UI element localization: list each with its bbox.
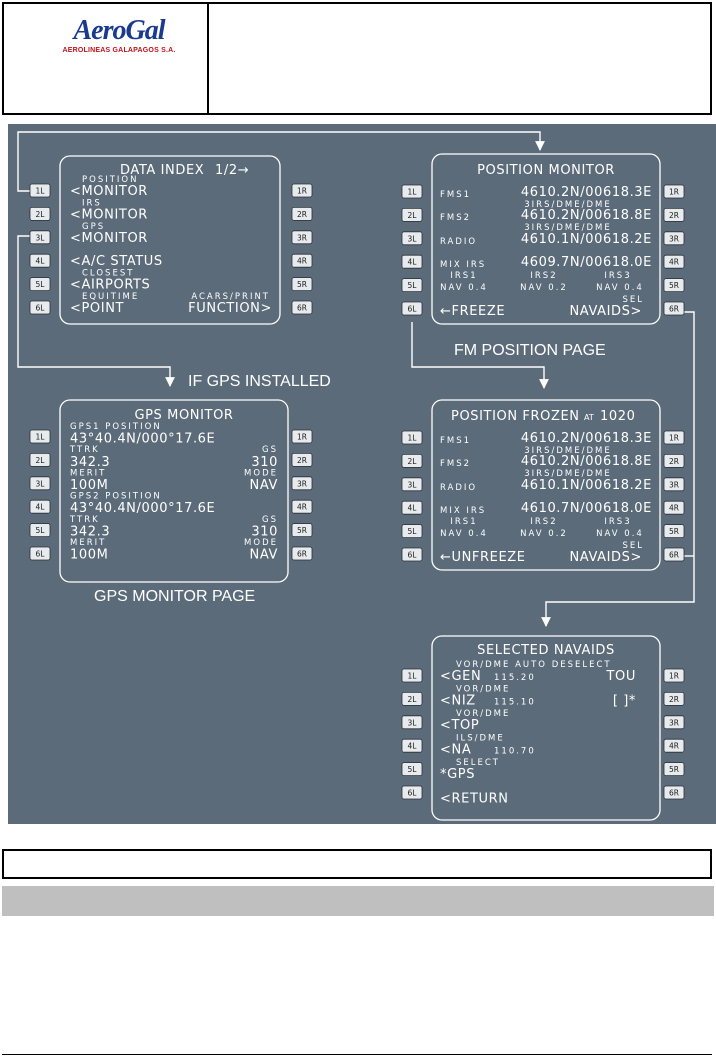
lsk-4r[interactable]: [292, 254, 312, 267]
lsk-label: 3R: [669, 234, 679, 244]
gps-value: 342.3: [70, 524, 111, 540]
position-monitor-title: POSITION MONITOR: [477, 163, 615, 178]
lsk-label: 3L: [407, 718, 417, 728]
gps-value: 100M: [70, 478, 109, 493]
position-label: MIX IRS: [440, 260, 487, 270]
position-value: 4610.2N/00618.3E: [520, 431, 652, 446]
lsk-label: 5L: [407, 527, 417, 537]
lsk-label: 4R: [297, 502, 307, 512]
position-label: FMS1: [440, 436, 472, 446]
navaids-prompt[interactable]: NAVAIDS>: [569, 550, 642, 565]
lsk-6r[interactable]: [292, 547, 312, 560]
lsk-label: 3L: [407, 234, 417, 244]
lsk-2r[interactable]: [292, 207, 312, 220]
lsk-label: 2R: [669, 694, 679, 704]
lsk-1r[interactable]: [664, 431, 684, 444]
lsk-label: 6R: [669, 788, 679, 798]
lsk-1l[interactable]: [402, 431, 422, 444]
position-value: 4610.2N/00618.8E: [520, 208, 652, 223]
lsk-label: 6L: [407, 304, 417, 314]
sel-label: SEL: [622, 295, 644, 305]
mcdu-pages-figure: [8, 124, 716, 824]
lsk-label: 5R: [669, 765, 679, 775]
navaid-frequency: 115.20: [494, 673, 536, 683]
lsk-label: 5R: [669, 527, 679, 537]
lsk-label: 4R: [669, 741, 679, 751]
navaid-line-right[interactable]: [ ]*: [612, 693, 636, 709]
position-label: FMS2: [440, 459, 472, 469]
lsk-label: 1R: [669, 671, 679, 681]
gps-small-label-right: MODE: [244, 538, 278, 548]
lsk-3r[interactable]: [292, 477, 312, 490]
lsk-label: 4R: [297, 256, 307, 266]
data-index-title: DATA INDEX: [120, 163, 205, 178]
data-index-small-label: POSITION: [82, 175, 139, 185]
data-index-small-label: CLOSEST: [82, 268, 135, 279]
data-index-line-left[interactable]: <MONITOR: [70, 184, 148, 199]
lsk-4l[interactable]: [30, 500, 50, 513]
navaid-small-label: VOR/DME: [456, 709, 511, 719]
navaid-small-label: SELECT: [456, 758, 500, 768]
irs-status: NAV 0.4: [596, 283, 644, 293]
lsk-2l[interactable]: [30, 453, 50, 466]
lsk-5l[interactable]: [402, 763, 422, 776]
lsk-2r[interactable]: [664, 454, 684, 467]
lsk-label: 1R: [297, 186, 307, 196]
lsk-label: 1L: [407, 433, 417, 443]
data-index-small-label-right: ACARS/PRINT: [191, 292, 270, 302]
logo-sub-text: AEROLINEAS GALAPAGOS S.A.: [62, 47, 176, 54]
lsk-3l[interactable]: [30, 231, 50, 244]
gps-small-label: GPS2 POSITION: [70, 491, 162, 502]
position-value: 4610.7N/00618.0E: [520, 501, 652, 516]
irs-header: IRS2: [530, 517, 558, 527]
lsk-3r[interactable]: [664, 232, 684, 245]
document-header: [2, 2, 712, 115]
lsk-label: 6L: [407, 788, 417, 798]
lsk-2l[interactable]: [402, 692, 422, 705]
gps-small-label-right: GS: [262, 514, 278, 525]
lsk-label: 1R: [297, 432, 307, 442]
selected-navaids-page: [402, 636, 684, 820]
lsk-5l[interactable]: [30, 278, 50, 291]
gps-small-label: MERIT: [70, 468, 107, 479]
lsk-label: 5L: [35, 280, 45, 290]
lsk-4l[interactable]: [30, 254, 50, 267]
lsk-4l[interactable]: [402, 255, 422, 268]
lsk-label: 6R: [669, 304, 679, 314]
position-monitor-page: [402, 154, 684, 324]
irs-header: IRS1: [450, 271, 478, 281]
lsk-label: 6R: [297, 303, 307, 313]
lsk-label: 5L: [407, 765, 417, 775]
data-index-page-number: 1/2→: [215, 163, 250, 178]
lsk-2r[interactable]: [664, 208, 684, 221]
position-source: 3IRS/DME/DME: [524, 200, 612, 210]
lsk-label: 4L: [35, 256, 45, 266]
lsk-5r[interactable]: [292, 524, 312, 537]
lsk-5r[interactable]: [664, 279, 684, 292]
lsk-3l[interactable]: [402, 232, 422, 245]
irs-header: IRS3: [604, 271, 632, 281]
lsk-2l[interactable]: [402, 454, 422, 467]
lsk-label: 3L: [35, 233, 45, 243]
position-source: 3IRS/DME/DME: [524, 223, 612, 233]
irs-header: IRS3: [604, 517, 632, 527]
lsk-2l[interactable]: [30, 207, 50, 220]
gps-value-right: NAV: [249, 478, 278, 493]
lsk-4l[interactable]: [402, 501, 422, 514]
caption-if-gps: IF GPS INSTALLED: [188, 373, 331, 390]
lsk-6r[interactable]: [664, 548, 684, 561]
lsk-2r[interactable]: [292, 453, 312, 466]
caption-gps-monitor: GPS MONITOR PAGE: [94, 588, 256, 605]
navaid-line-left[interactable]: <NIZ: [440, 693, 476, 709]
irs-status: NAV 0.2: [520, 529, 568, 539]
lsk-1r[interactable]: [664, 669, 684, 682]
lsk-1l[interactable]: [30, 430, 50, 443]
navaid-line-left[interactable]: <TOP: [440, 718, 480, 733]
navaid-line-left[interactable]: <GEN: [440, 669, 482, 684]
position-value: 4610.1N/00618.2E: [520, 478, 652, 493]
frozen-time: 1020: [600, 409, 636, 424]
lsk-label: 6L: [35, 303, 45, 313]
lsk-label: 3L: [407, 480, 417, 490]
gps-value-right: NAV: [249, 547, 278, 563]
lsk-label: 4R: [669, 257, 679, 267]
lsk-label: 4R: [669, 503, 679, 513]
data-index-small-label: IRS: [82, 198, 102, 209]
position-label: FMS1: [440, 190, 472, 200]
gps-value: 43°40.4N/000°17.6E: [70, 431, 216, 447]
lsk-label: 4L: [407, 257, 417, 267]
lsk-1r[interactable]: [664, 185, 684, 198]
lsk-label: 6L: [407, 550, 417, 560]
lsk-5r[interactable]: [664, 525, 684, 538]
lsk-label: 2L: [35, 455, 45, 465]
lsk-5r[interactable]: [292, 278, 312, 291]
irs-status: NAV 0.4: [596, 529, 644, 539]
lsk-label: 1L: [407, 187, 417, 197]
lsk-3r[interactable]: [664, 478, 684, 491]
lsk-label: 5R: [297, 526, 307, 536]
lsk-1r[interactable]: [292, 430, 312, 443]
lsk-6r[interactable]: [292, 301, 312, 314]
lsk-label: 1R: [669, 433, 679, 443]
aerogal-logo: [44, 16, 194, 54]
lsk-label: 5L: [407, 281, 417, 291]
lsk-label: 2L: [35, 209, 45, 219]
lsk-label: 2L: [407, 694, 417, 704]
document-row-shaded: [2, 886, 714, 916]
selected-navaids-title: SELECTED NAVAIDS: [477, 643, 615, 658]
navaid-small-label: ILS/DME: [456, 733, 505, 744]
lsk-label: 3R: [297, 479, 307, 489]
lsk-1l[interactable]: [402, 669, 422, 682]
position-source: 3IRS/DME/DME: [524, 446, 612, 456]
position-label: MIX IRS: [440, 506, 487, 516]
lsk-label: 1L: [35, 186, 45, 196]
lsk-2r[interactable]: [664, 692, 684, 705]
lsk-label: 3L: [35, 479, 45, 489]
irs-status: NAV 0.4: [440, 529, 488, 539]
data-index-line-left[interactable]: <MONITOR: [70, 207, 148, 223]
lsk-label: 1L: [407, 671, 417, 681]
irs-status: NAV 0.2: [520, 283, 568, 293]
lsk-3l[interactable]: [30, 477, 50, 490]
caption-fm-position: FM POSITION PAGE: [454, 342, 606, 359]
logo-main-text: AeroGal: [73, 15, 165, 46]
lsk-label: 3R: [297, 233, 307, 243]
lsk-label: 2R: [297, 209, 307, 219]
gps-value: 100M: [70, 547, 109, 563]
lsk-6l[interactable]: [402, 786, 422, 799]
navaid-frequency: 110.70: [494, 746, 536, 757]
lsk-label: 5R: [297, 280, 307, 290]
irs-header: IRS1: [450, 517, 478, 527]
lsk-label: 6R: [669, 550, 679, 560]
navaids-prompt[interactable]: NAVAIDS>: [569, 304, 642, 319]
lsk-3l[interactable]: [402, 478, 422, 491]
position-value: 4610.2N/00618.3E: [520, 185, 652, 200]
lsk-4l[interactable]: [402, 739, 422, 752]
lsk-label: 6R: [297, 549, 307, 559]
lsk-6l[interactable]: [30, 301, 50, 314]
lsk-6l[interactable]: [30, 547, 50, 560]
irs-header: IRS2: [530, 271, 558, 281]
lsk-label: 6L: [35, 549, 45, 559]
gps-monitor-page: [30, 400, 312, 582]
lsk-5l[interactable]: [402, 525, 422, 538]
navaid-small-label: VOR/DME AUTO DESELECT: [456, 660, 612, 670]
position-value: 4609.7N/00618.0E: [520, 255, 652, 270]
gps-value-right: 310: [251, 454, 278, 470]
data-index-line-left[interactable]: <POINT: [70, 301, 125, 316]
lsk-label: 4L: [407, 741, 417, 751]
lsk-6r[interactable]: [664, 786, 684, 799]
data-index-small-label: EQUITIME: [82, 292, 140, 302]
lsk-label: 2R: [669, 210, 679, 220]
lsk-label: 1R: [669, 187, 679, 197]
gps-small-label: MERIT: [70, 538, 107, 548]
lsk-2l[interactable]: [402, 208, 422, 221]
navaid-frequency: 115.10: [494, 697, 536, 708]
lsk-label: 4L: [407, 503, 417, 513]
lsk-label: 5L: [35, 526, 45, 536]
position-value: 4610.1N/00618.2E: [520, 232, 652, 247]
gps-value: 43°40.4N/000°17.6E: [70, 501, 216, 517]
data-index-small-label: GPS: [82, 221, 106, 232]
gps-small-label-right: MODE: [244, 468, 278, 479]
data-index-line-left[interactable]: <A/C STATUS: [70, 254, 163, 270]
gps-value: 342.3: [70, 454, 111, 470]
lsk-5l[interactable]: [402, 279, 422, 292]
lsk-label: 4L: [35, 502, 45, 512]
position-source: 3IRS/DME/DME: [524, 469, 612, 479]
lsk-label: 2R: [297, 455, 307, 465]
gps-small-label: GPS1 POSITION: [70, 422, 162, 432]
lsk-5l[interactable]: [30, 524, 50, 537]
lsk-label: 1L: [35, 432, 45, 442]
lsk-6r[interactable]: [664, 302, 684, 315]
lsk-3l[interactable]: [402, 716, 422, 729]
header-divider: [207, 4, 209, 113]
navaid-small-label: VOR/DME: [456, 684, 511, 695]
position-frozen-page: [402, 400, 684, 570]
gps-small-label: TTRK: [70, 445, 100, 456]
position-label: FMS2: [440, 213, 472, 223]
lsk-1r[interactable]: [292, 184, 312, 197]
position-label: RADIO: [440, 483, 478, 493]
lsk-label: 3R: [669, 480, 679, 490]
lsk-5r[interactable]: [664, 763, 684, 776]
position-value: 4610.2N/00618.8E: [520, 454, 652, 469]
navaid-line-left[interactable]: <RETURN: [440, 791, 509, 807]
data-index-line-left[interactable]: <MONITOR: [70, 230, 148, 246]
unfreeze-prompt[interactable]: ←UNFREEZE: [440, 550, 526, 565]
lsk-label: 2L: [407, 210, 417, 220]
lsk-3r[interactable]: [292, 231, 312, 244]
position-label: RADIO: [440, 237, 478, 247]
lsk-6l[interactable]: [402, 548, 422, 561]
lsk-1l[interactable]: [402, 185, 422, 198]
document-footer-line: [2, 1054, 712, 1055]
document-row-box: [2, 849, 712, 879]
gps-small-label-right: GS: [262, 445, 278, 456]
lsk-label: 5R: [669, 281, 679, 291]
frozen-at: AT: [584, 413, 594, 422]
lsk-3r[interactable]: [664, 716, 684, 729]
lsk-label: 2R: [669, 456, 679, 466]
lsk-4r[interactable]: [292, 500, 312, 513]
navaid-line-right[interactable]: TOU: [606, 669, 636, 684]
lsk-label: 2L: [407, 456, 417, 466]
freeze-prompt[interactable]: ←FREEZE: [440, 304, 506, 319]
frozen-title: POSITION FROZEN: [451, 409, 580, 424]
gps-value-right: 310: [251, 524, 278, 540]
lsk-6l[interactable]: [402, 302, 422, 315]
irs-status: NAV 0.4: [440, 283, 488, 293]
navaid-line-left[interactable]: <NA: [440, 742, 472, 758]
mcdu-diagram: [8, 124, 716, 824]
lsk-4r[interactable]: [664, 255, 684, 268]
lsk-1l[interactable]: [30, 184, 50, 197]
lsk-label: 3R: [669, 718, 679, 728]
gps-small-label: TTRK: [70, 514, 100, 525]
lsk-4r[interactable]: [664, 739, 684, 752]
data-index-line-left[interactable]: <AIRPORTS: [70, 277, 151, 293]
lsk-4r[interactable]: [664, 501, 684, 514]
data-index-line-right[interactable]: FUNCTION>: [188, 301, 272, 316]
gps-monitor-title: GPS MONITOR: [134, 408, 234, 423]
sel-label: SEL: [622, 541, 644, 551]
navaid-line-left[interactable]: *GPS: [440, 767, 476, 782]
data-index-page: [30, 156, 312, 324]
